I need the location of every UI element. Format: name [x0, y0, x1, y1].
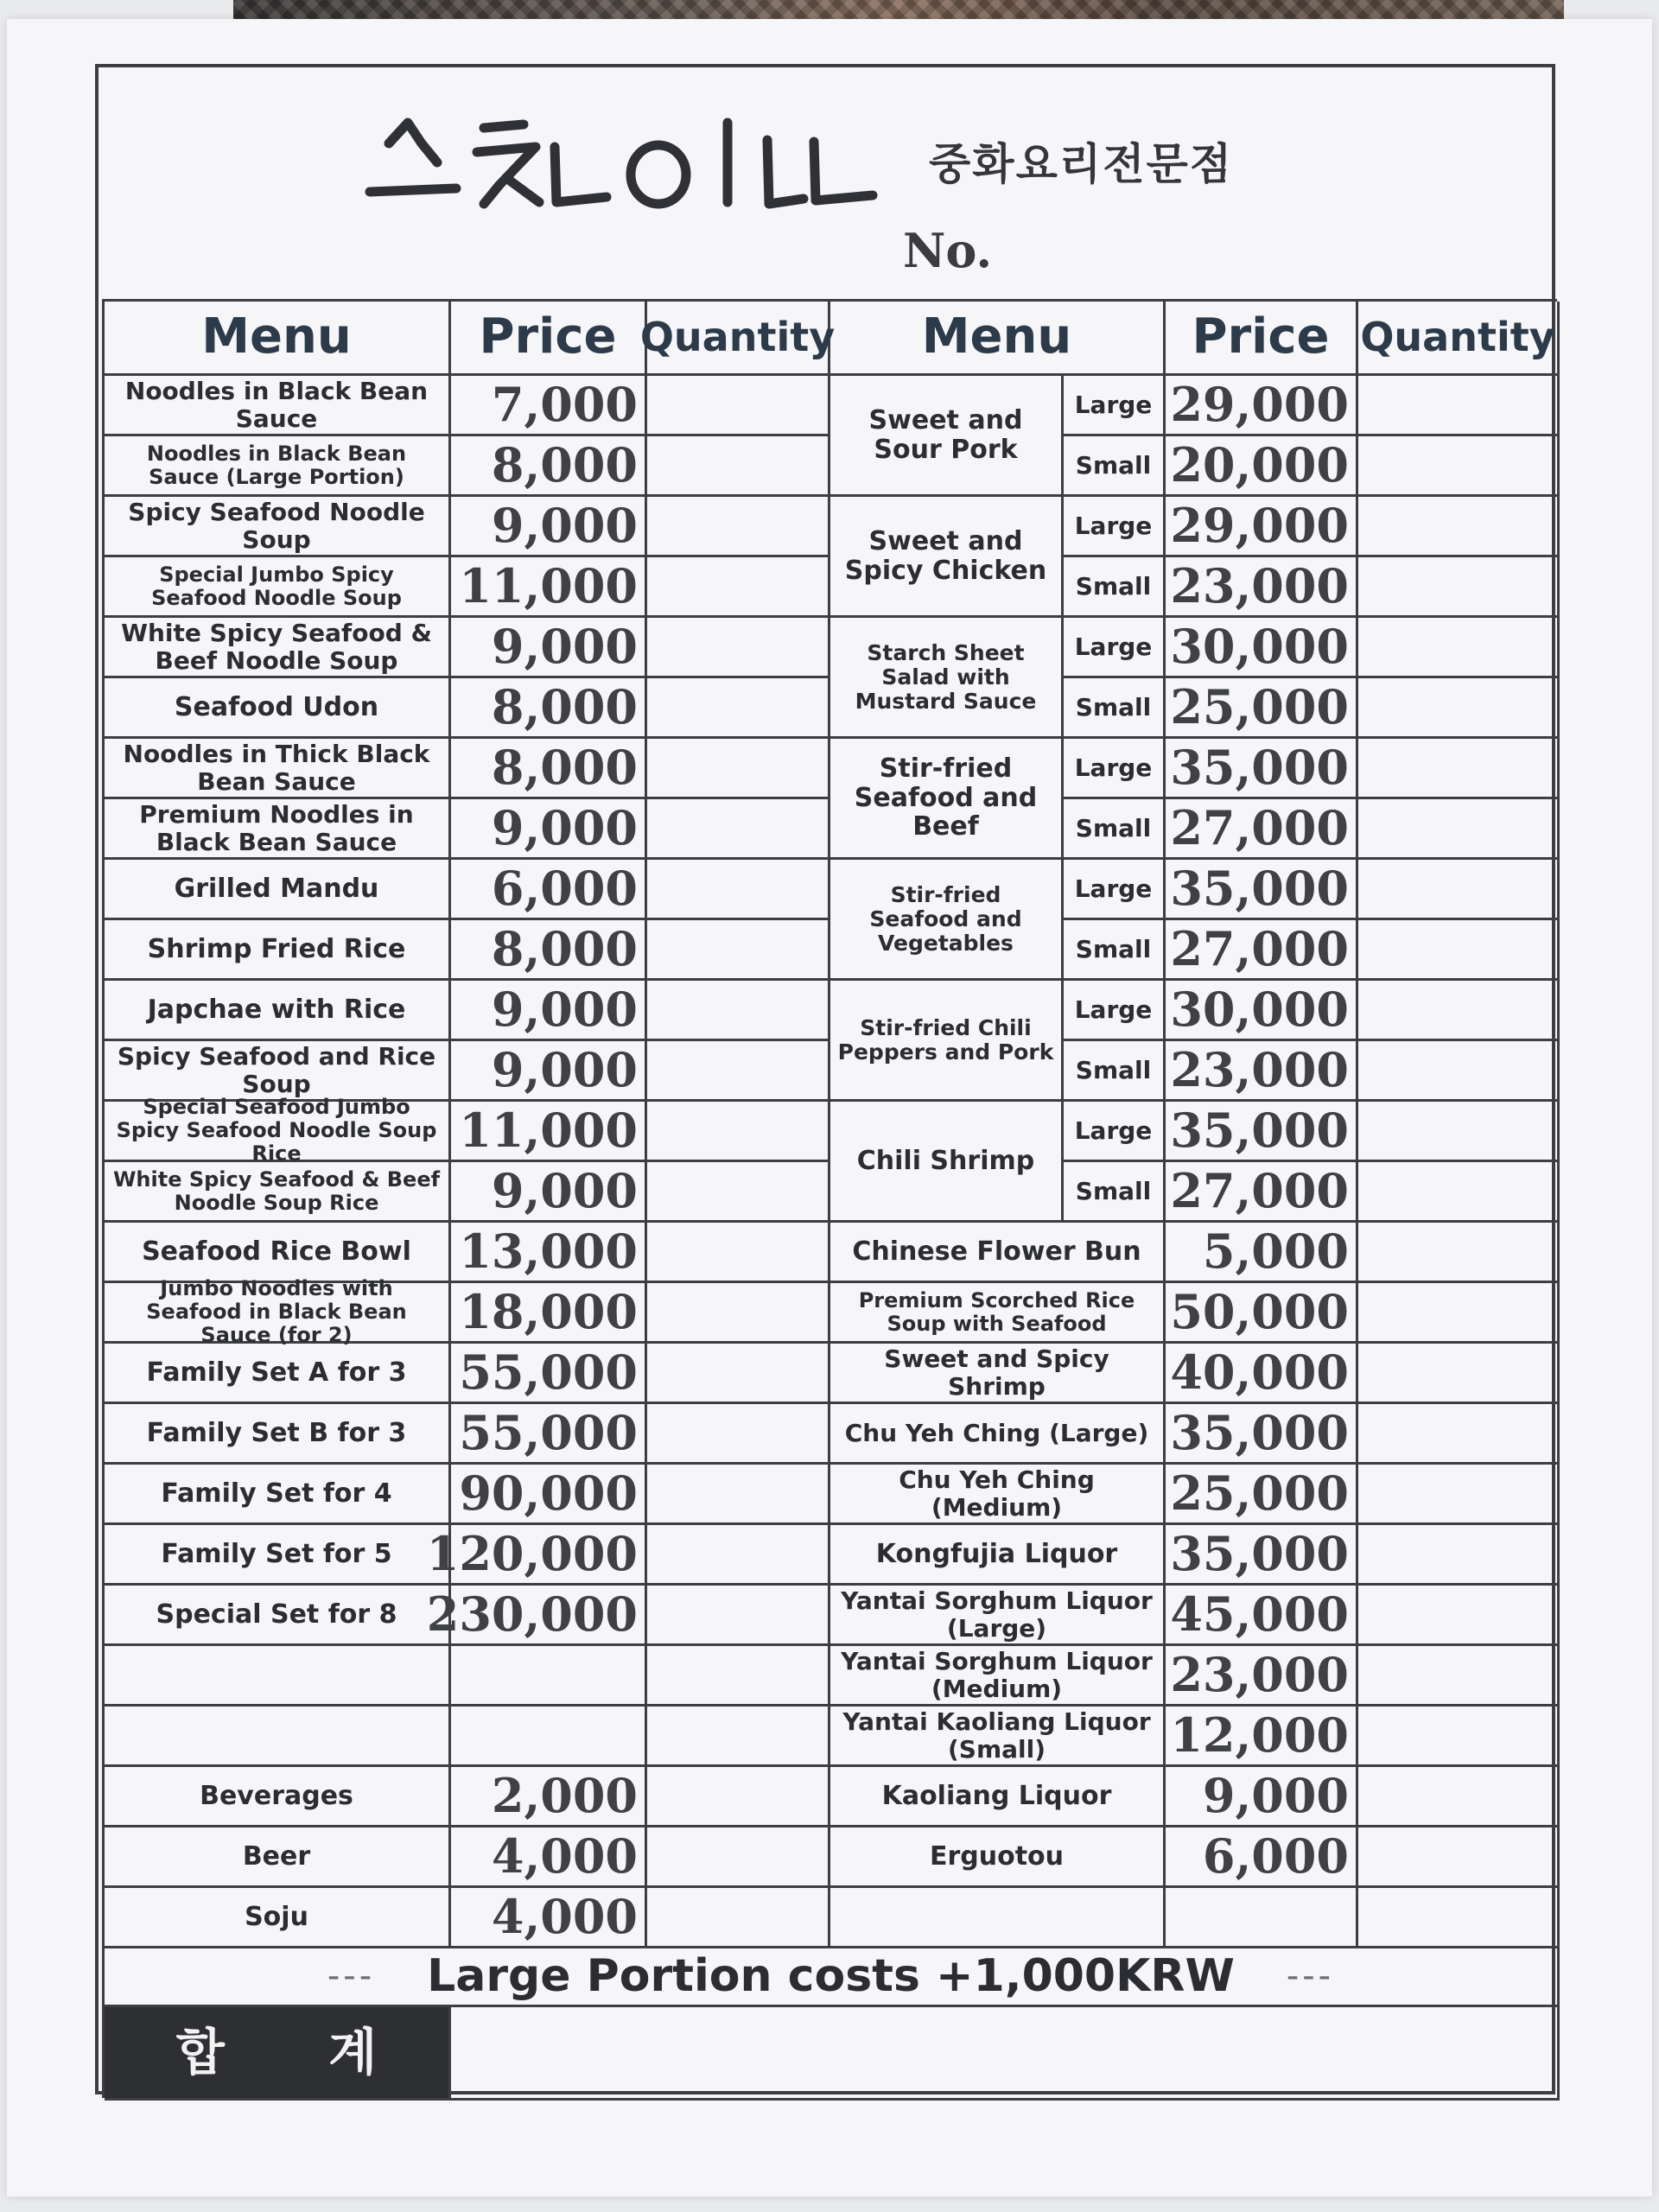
note-dash-left: --- — [327, 1956, 376, 1997]
quantity-field[interactable] — [1358, 981, 1560, 1041]
menu-item-name: Family Set for 4 — [105, 1465, 451, 1525]
order-number-label: No. — [903, 223, 993, 278]
menu-item-price: 4,000 — [451, 1888, 647, 1948]
quantity-field[interactable] — [1358, 1646, 1560, 1707]
menu-item-name: Erguotou — [830, 1827, 1166, 1888]
menu-table — [102, 299, 1557, 2098]
menu-item-price: 2,000 — [451, 1767, 647, 1827]
quantity-field[interactable] — [647, 1767, 830, 1827]
menu-item-price: 8,000 — [451, 739, 647, 799]
menu-item-price: 12,000 — [1166, 1707, 1358, 1767]
menu-item-name: Special Seafood Jumbo Spicy Seafood Noodle Soup Rice — [105, 1102, 451, 1162]
quantity-field[interactable] — [647, 739, 830, 799]
menu-item-price: 9,000 — [451, 799, 647, 860]
quantity-field[interactable] — [647, 1888, 830, 1948]
menu-item-price: 8,000 — [451, 920, 647, 981]
menu-item-price: 120,000 — [451, 1525, 647, 1586]
menu-item-name: Shrimp Fried Rice — [105, 920, 451, 981]
menu-item-price: 6,000 — [451, 860, 647, 920]
menu-item-name: Japchae with Rice — [105, 981, 451, 1041]
size-label-large: Large — [1064, 497, 1166, 557]
size-label-small: Small — [1064, 1162, 1166, 1223]
large-portion-note — [105, 1948, 1560, 2007]
menu-item-name: Noodles in Thick Black Bean Sauce — [105, 739, 451, 799]
quantity-field[interactable] — [647, 981, 830, 1041]
size-label-small: Small — [1064, 436, 1166, 497]
quantity-field[interactable] — [1358, 1223, 1560, 1283]
menu-item-price: 8,000 — [451, 436, 647, 497]
menu-item-price: 4,000 — [451, 1827, 647, 1888]
menu-item-price: 90,000 — [451, 1465, 647, 1525]
menu-item-name: Chinese Flower Bun — [830, 1223, 1166, 1283]
menu-item-name: Family Set for 5 — [105, 1525, 451, 1586]
menu-item-name: White Spicy Seafood & Beef Noodle Soup — [105, 618, 451, 678]
menu-item-price-large: 29,000 — [1166, 376, 1358, 436]
menu-item-price: 8,000 — [451, 678, 647, 739]
quantity-field[interactable] — [1358, 678, 1560, 739]
menu-item-price: 35,000 — [1166, 1404, 1358, 1465]
size-label-large: Large — [1064, 1102, 1166, 1162]
menu-group-name: Stir-fried Chili Peppers and Pork — [830, 981, 1064, 1102]
quantity-field[interactable] — [647, 678, 830, 739]
note-dash-right: --- — [1286, 1956, 1335, 1997]
quantity-field[interactable] — [1358, 1525, 1560, 1586]
quantity-field[interactable] — [1358, 1707, 1560, 1767]
menu-item-name: Yantai Sorghum Liquor (Large) — [830, 1586, 1166, 1646]
menu-item-price-large: 29,000 — [1166, 497, 1358, 557]
quantity-field[interactable] — [647, 557, 830, 618]
quantity-field[interactable] — [1358, 860, 1560, 920]
price-header-right: Price — [1166, 302, 1358, 376]
quantity-field[interactable] — [1358, 618, 1560, 678]
menu-item-price-large: 35,000 — [1166, 1102, 1358, 1162]
quantity-field[interactable] — [647, 497, 830, 557]
brand-logo-script — [354, 102, 890, 232]
quantity-field[interactable] — [1358, 1041, 1560, 1102]
menu-item-price — [451, 1646, 647, 1707]
quantity-field[interactable] — [1358, 436, 1560, 497]
quantity-field[interactable] — [1358, 1767, 1560, 1827]
menu-item-name: Spicy Seafood and Rice Soup — [105, 1041, 451, 1102]
quantity-field[interactable] — [1358, 1102, 1560, 1162]
size-label-small: Small — [1064, 1041, 1166, 1102]
menu-group-name: Sweet and Spicy Chicken — [830, 497, 1064, 618]
menu-item-price: 9,000 — [451, 1162, 647, 1223]
menu-item-name: Jumbo Noodles with Seafood in Black Bean Sauce (for 2) — [105, 1283, 451, 1344]
menu-item-price: 40,000 — [1166, 1344, 1358, 1404]
menu-item-name: Beverages — [105, 1767, 451, 1827]
quantity-field[interactable] — [647, 436, 830, 497]
menu-item-price: 9,000 — [451, 618, 647, 678]
menu-item-price: 13,000 — [451, 1223, 647, 1283]
menu-item-price: 35,000 — [1166, 1525, 1358, 1586]
menu-header-right: Menu — [830, 302, 1166, 376]
menu-item-price: 55,000 — [451, 1404, 647, 1465]
quantity-field[interactable] — [1358, 1162, 1560, 1223]
menu-group-name: Stir-fried Seafood and Beef — [830, 739, 1064, 860]
menu-item-price-small: 23,000 — [1166, 557, 1358, 618]
price-header-left: Price — [451, 302, 647, 376]
menu-item-name: Seafood Udon — [105, 678, 451, 739]
quantity-field[interactable] — [1358, 799, 1560, 860]
menu-item-name: Soju — [105, 1888, 451, 1948]
menu-item-price: 25,000 — [1166, 1465, 1358, 1525]
menu-item-price — [1166, 1888, 1358, 1948]
quantity-field[interactable] — [1358, 1344, 1560, 1404]
menu-group-name: Chili Shrimp — [830, 1102, 1064, 1223]
quantity-field[interactable] — [647, 1223, 830, 1283]
menu-item-name: White Spicy Seafood & Beef Noodle Soup Rice — [105, 1162, 451, 1223]
menu-item-price: 50,000 — [1166, 1283, 1358, 1344]
quantity-field[interactable] — [1358, 739, 1560, 799]
menu-header-left: Menu — [105, 302, 451, 376]
menu-item-name — [105, 1646, 451, 1707]
menu-item-name: Yantai Kaoliang Liquor (Small) — [830, 1707, 1166, 1767]
quantity-field[interactable] — [647, 1344, 830, 1404]
size-label-small: Small — [1064, 799, 1166, 860]
menu-item-price: 55,000 — [451, 1344, 647, 1404]
menu-item-name: Seafood Rice Bowl — [105, 1223, 451, 1283]
menu-item-price: 230,000 — [451, 1586, 647, 1646]
menu-item-price-small: 27,000 — [1166, 799, 1358, 860]
total-label: 합 계 — [105, 2007, 451, 2101]
menu-item-name — [830, 1888, 1166, 1948]
quantity-field[interactable] — [647, 1525, 830, 1586]
menu-item-name: Chu Yeh Ching (Large) — [830, 1404, 1166, 1465]
quantity-field[interactable] — [647, 920, 830, 981]
menu-item-name — [105, 1707, 451, 1767]
menu-item-name: Premium Scorched Rice Soup with Seafood — [830, 1283, 1166, 1344]
total-amount-field[interactable] — [451, 2007, 1560, 2101]
size-label-large: Large — [1064, 376, 1166, 436]
quantity-field[interactable] — [1358, 1465, 1560, 1525]
menu-item-price: 23,000 — [1166, 1646, 1358, 1707]
quantity-field[interactable] — [647, 1465, 830, 1525]
quantity-header-right: Quantity — [1358, 302, 1560, 376]
menu-item-price: 5,000 — [1166, 1223, 1358, 1283]
quantity-field[interactable] — [647, 1646, 830, 1707]
quantity-field[interactable] — [647, 376, 830, 436]
menu-item-price: 9,000 — [1166, 1767, 1358, 1827]
quantity-field[interactable] — [647, 1404, 830, 1465]
menu-item-price: 7,000 — [451, 376, 647, 436]
menu-item-name: Grilled Mandu — [105, 860, 451, 920]
menu-item-name: Yantai Sorghum Liquor (Medium) — [830, 1646, 1166, 1707]
size-label-small: Small — [1064, 678, 1166, 739]
menu-item-name: Noodles in Black Bean Sauce — [105, 376, 451, 436]
menu-item-name: Premium Noodles in Black Bean Sauce — [105, 799, 451, 860]
size-label-large: Large — [1064, 981, 1166, 1041]
quantity-field[interactable] — [647, 1041, 830, 1102]
menu-item-price-large: 30,000 — [1166, 618, 1358, 678]
quantity-field[interactable] — [647, 1827, 830, 1888]
quantity-field[interactable] — [1358, 1586, 1560, 1646]
quantity-header-left: Quantity — [647, 302, 830, 376]
menu-item-price-small: 20,000 — [1166, 436, 1358, 497]
menu-item-price-large: 35,000 — [1166, 860, 1358, 920]
menu-item-name: Sweet and Spicy Shrimp — [830, 1344, 1166, 1404]
menu-item-price: 9,000 — [451, 497, 647, 557]
menu-item-name: Chu Yeh Ching (Medium) — [830, 1465, 1166, 1525]
quantity-field[interactable] — [1358, 1283, 1560, 1344]
quantity-field[interactable] — [647, 1707, 830, 1767]
menu-item-price: 11,000 — [451, 1102, 647, 1162]
svg-text:슈차이나: 슈차이나 — [620, 228, 624, 229]
menu-item-price: 11,000 — [451, 557, 647, 618]
menu-item-price: 9,000 — [451, 981, 647, 1041]
quantity-field[interactable] — [647, 799, 830, 860]
menu-item-name: Beer — [105, 1827, 451, 1888]
quantity-field[interactable] — [1358, 557, 1560, 618]
size-label-small: Small — [1064, 920, 1166, 981]
size-label-small: Small — [1064, 557, 1166, 618]
quantity-field[interactable] — [1358, 376, 1560, 436]
quantity-field[interactable] — [1358, 1827, 1560, 1888]
size-label-large: Large — [1064, 739, 1166, 799]
size-label-large: Large — [1064, 860, 1166, 920]
quantity-field[interactable] — [647, 1283, 830, 1344]
quantity-field[interactable] — [1358, 1888, 1560, 1948]
menu-item-price-small: 27,000 — [1166, 1162, 1358, 1223]
quantity-field[interactable] — [647, 1102, 830, 1162]
menu-item-name: Kaoliang Liquor — [830, 1767, 1166, 1827]
brand-subtitle: 중화요리전문점 — [929, 139, 1234, 189]
menu-item-name: Special Set for 8 — [105, 1586, 451, 1646]
menu-group-name: Sweet and Sour Pork — [830, 376, 1064, 497]
menu-item-price: 45,000 — [1166, 1586, 1358, 1646]
quantity-field[interactable] — [647, 618, 830, 678]
menu-item-name: Kongfujia Liquor — [830, 1525, 1166, 1586]
menu-item-name: Family Set A for 3 — [105, 1344, 451, 1404]
menu-item-name: Spicy Seafood Noodle Soup — [105, 497, 451, 557]
handwritten-logo — [354, 102, 890, 232]
size-label-large: Large — [1064, 618, 1166, 678]
menu-item-price-small: 25,000 — [1166, 678, 1358, 739]
quantity-field[interactable] — [647, 1586, 830, 1646]
menu-item-name: Noodles in Black Bean Sauce (Large Portion) — [105, 436, 451, 497]
menu-item-name: Family Set B for 3 — [105, 1404, 451, 1465]
menu-item-price-large: 35,000 — [1166, 739, 1358, 799]
menu-item-price-small: 27,000 — [1166, 920, 1358, 981]
quantity-field[interactable] — [1358, 920, 1560, 981]
menu-item-price: 6,000 — [1166, 1827, 1358, 1888]
menu-group-name: Stir-fried Seafood and Vegetables — [830, 860, 1064, 981]
quantity-field[interactable] — [647, 1162, 830, 1223]
menu-item-price-large: 30,000 — [1166, 981, 1358, 1041]
large-portion-note-text: Large Portion costs +1,000KRW — [427, 1950, 1235, 2003]
menu-item-price-small: 23,000 — [1166, 1041, 1358, 1102]
quantity-field[interactable] — [1358, 497, 1560, 557]
quantity-field[interactable] — [647, 860, 830, 920]
menu-group-name: Starch Sheet Salad with Mustard Sauce — [830, 618, 1064, 739]
menu-item-price — [451, 1707, 647, 1767]
menu-item-price: 18,000 — [451, 1283, 647, 1344]
menu-item-price: 9,000 — [451, 1041, 647, 1102]
quantity-field[interactable] — [1358, 1404, 1560, 1465]
menu-item-name: Special Jumbo Spicy Seafood Noodle Soup — [105, 557, 451, 618]
